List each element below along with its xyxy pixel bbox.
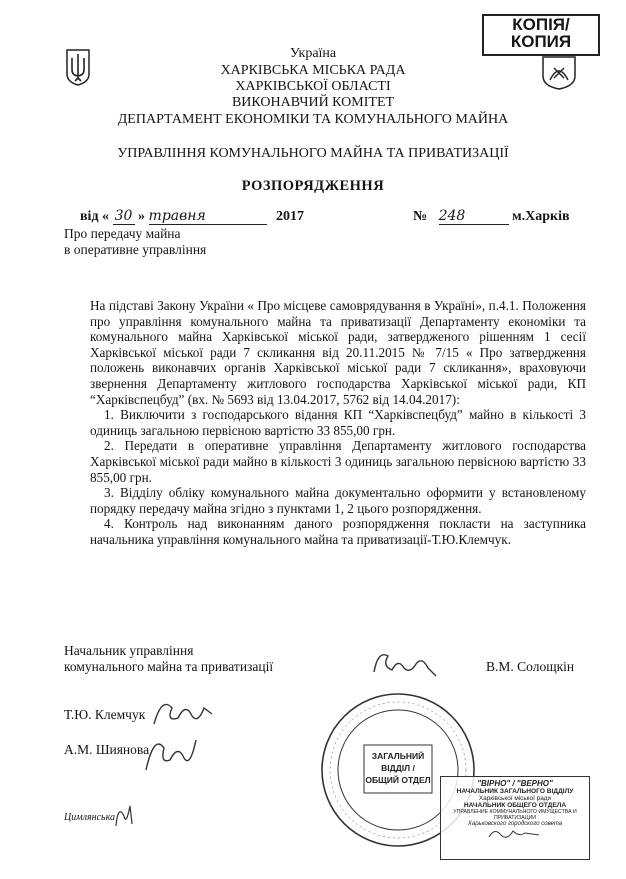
date-line — [80, 208, 304, 225]
copy-stamp-line2: КОПИЯ — [510, 32, 572, 51]
item-2: 2. Передати в оперативне управління Департаменту житлового господарства Харківської міської ради майно в кількості 3 одиниць загальною первісною вартістю 33 855,00 грн. — [90, 438, 586, 485]
header-administration: УПРАВЛІННЯ КОМУНАЛЬНОГО МАЙНА ТА ПРИВАТИЗАЦІЇ — [117, 146, 509, 161]
certify-line2: НАЧАЛЬНИК ЗАГАЛЬНОГО ВІДДІЛУ — [456, 788, 574, 795]
certify-line1: "ВІРНО" / "ВЕРНО" — [477, 779, 553, 788]
header-department: ДЕПАРТАМЕНТ ЕКОНОМІКИ ТА КОМУНАЛЬНОГО МАЙНА — [117, 112, 509, 127]
city: м.Харків — [512, 209, 570, 224]
item-3: 3. Відділу обліку комунального майна документально оформити у встановленому порядку передачу майна згідно з пунктами 1, 2 цього розпорядження. — [90, 485, 586, 516]
head-name: В.М. Солощкін — [486, 659, 575, 674]
item-1: 1. Виключити з господарського відання КП “Харківспецбуд” майно в кількості 3 одиниць загальною первісною вартістю 33 855,00 грн. — [90, 407, 586, 438]
header-committee: ВИКОНАВЧИЙ КОМІТЕТ — [231, 95, 395, 110]
subject-line2: в оперативне управління — [64, 242, 207, 257]
document-title: РОЗПОРЯДЖЕННЯ — [241, 178, 385, 194]
preamble-paragraph: На підставі Закону України « Про місцеве самоврядування в Україні», п.4.1. Положення про управління комунального майна та приватизації Департаменту економіки та комунального майна Харківської міської ради, затвердженого рішенням 1 сесії Харківської міської ради 7 скликання від 20.11.2015 № 7/15 « Про затвердження положень виконавчих органів Харківської міської ради 7 скликання», враховуючи звернення Департаменту житлового господарства Харківської міської ради, КП “Харківспецбуд” (вх. № 5693 від 13.04.2017, 5762 від 14.04.2017): — [90, 298, 586, 407]
header-oblast: ХАРКІВСЬКОЇ ОБЛАСТІ — [235, 79, 391, 94]
head-handwritten-signature — [368, 646, 440, 682]
order-number: 248 — [439, 208, 509, 225]
item-4: 4. Контроль над виконанням даного розпорядження покласти на заступника начальника управління комунального майна та приватизації-Т.Ю.Клемчук. — [90, 516, 586, 547]
executor-signature — [112, 800, 136, 830]
number-prefix: № — [413, 209, 428, 224]
certify-line5: УПРАВЛЕНИЕ КОММУНАЛЬНОГО ИМУЩЕСТВА И ПРИВАТИЗАЦИИ — [453, 809, 577, 821]
date-prefix: від « — [80, 209, 110, 224]
document-body — [90, 298, 586, 548]
certify-line4: НАЧАЛЬНИК ОБЩЕГО ОТДЕЛА — [463, 802, 567, 809]
head-title-line2: комунального майна та приватизації — [64, 659, 274, 674]
approver-1-signature — [150, 694, 216, 734]
copy-stamp-line1: КОПІЯ/ — [512, 15, 570, 34]
stamp-center-line2: ВІДДІЛ / — [381, 763, 415, 773]
header-council: ХАРКІВСЬКА МІСЬКА РАДА — [220, 63, 406, 78]
subject-line1: Про передачу майна — [64, 226, 181, 241]
stamp-center-line1: ЗАГАЛЬНИЙ — [371, 751, 425, 761]
date-year: 2017 — [276, 209, 305, 224]
stamp-center-line3: ОБЩИЙ ОТДЕЛ — [365, 775, 431, 785]
executor-name: Цимлянська — [64, 812, 115, 823]
approver-1-name: Т.Ю. Клемчук — [64, 707, 146, 722]
certify-stamp — [440, 776, 590, 860]
number-line — [413, 208, 570, 225]
approver-2-name: А.М. Шиянова — [64, 742, 150, 757]
subject — [64, 226, 206, 258]
date-month: травня — [149, 208, 267, 225]
date-day: 30 — [113, 208, 135, 225]
certify-line6: Харьковского городского совета — [467, 821, 563, 827]
head-title-line1: Начальник управління — [64, 643, 194, 658]
certify-line3: Харківської міської ради — [478, 795, 552, 802]
approver-2-signature — [140, 730, 202, 776]
header-country: Україна — [289, 46, 337, 61]
head-signature-title — [64, 643, 273, 675]
certify-signature — [485, 827, 545, 841]
date-mid: » — [138, 209, 146, 224]
